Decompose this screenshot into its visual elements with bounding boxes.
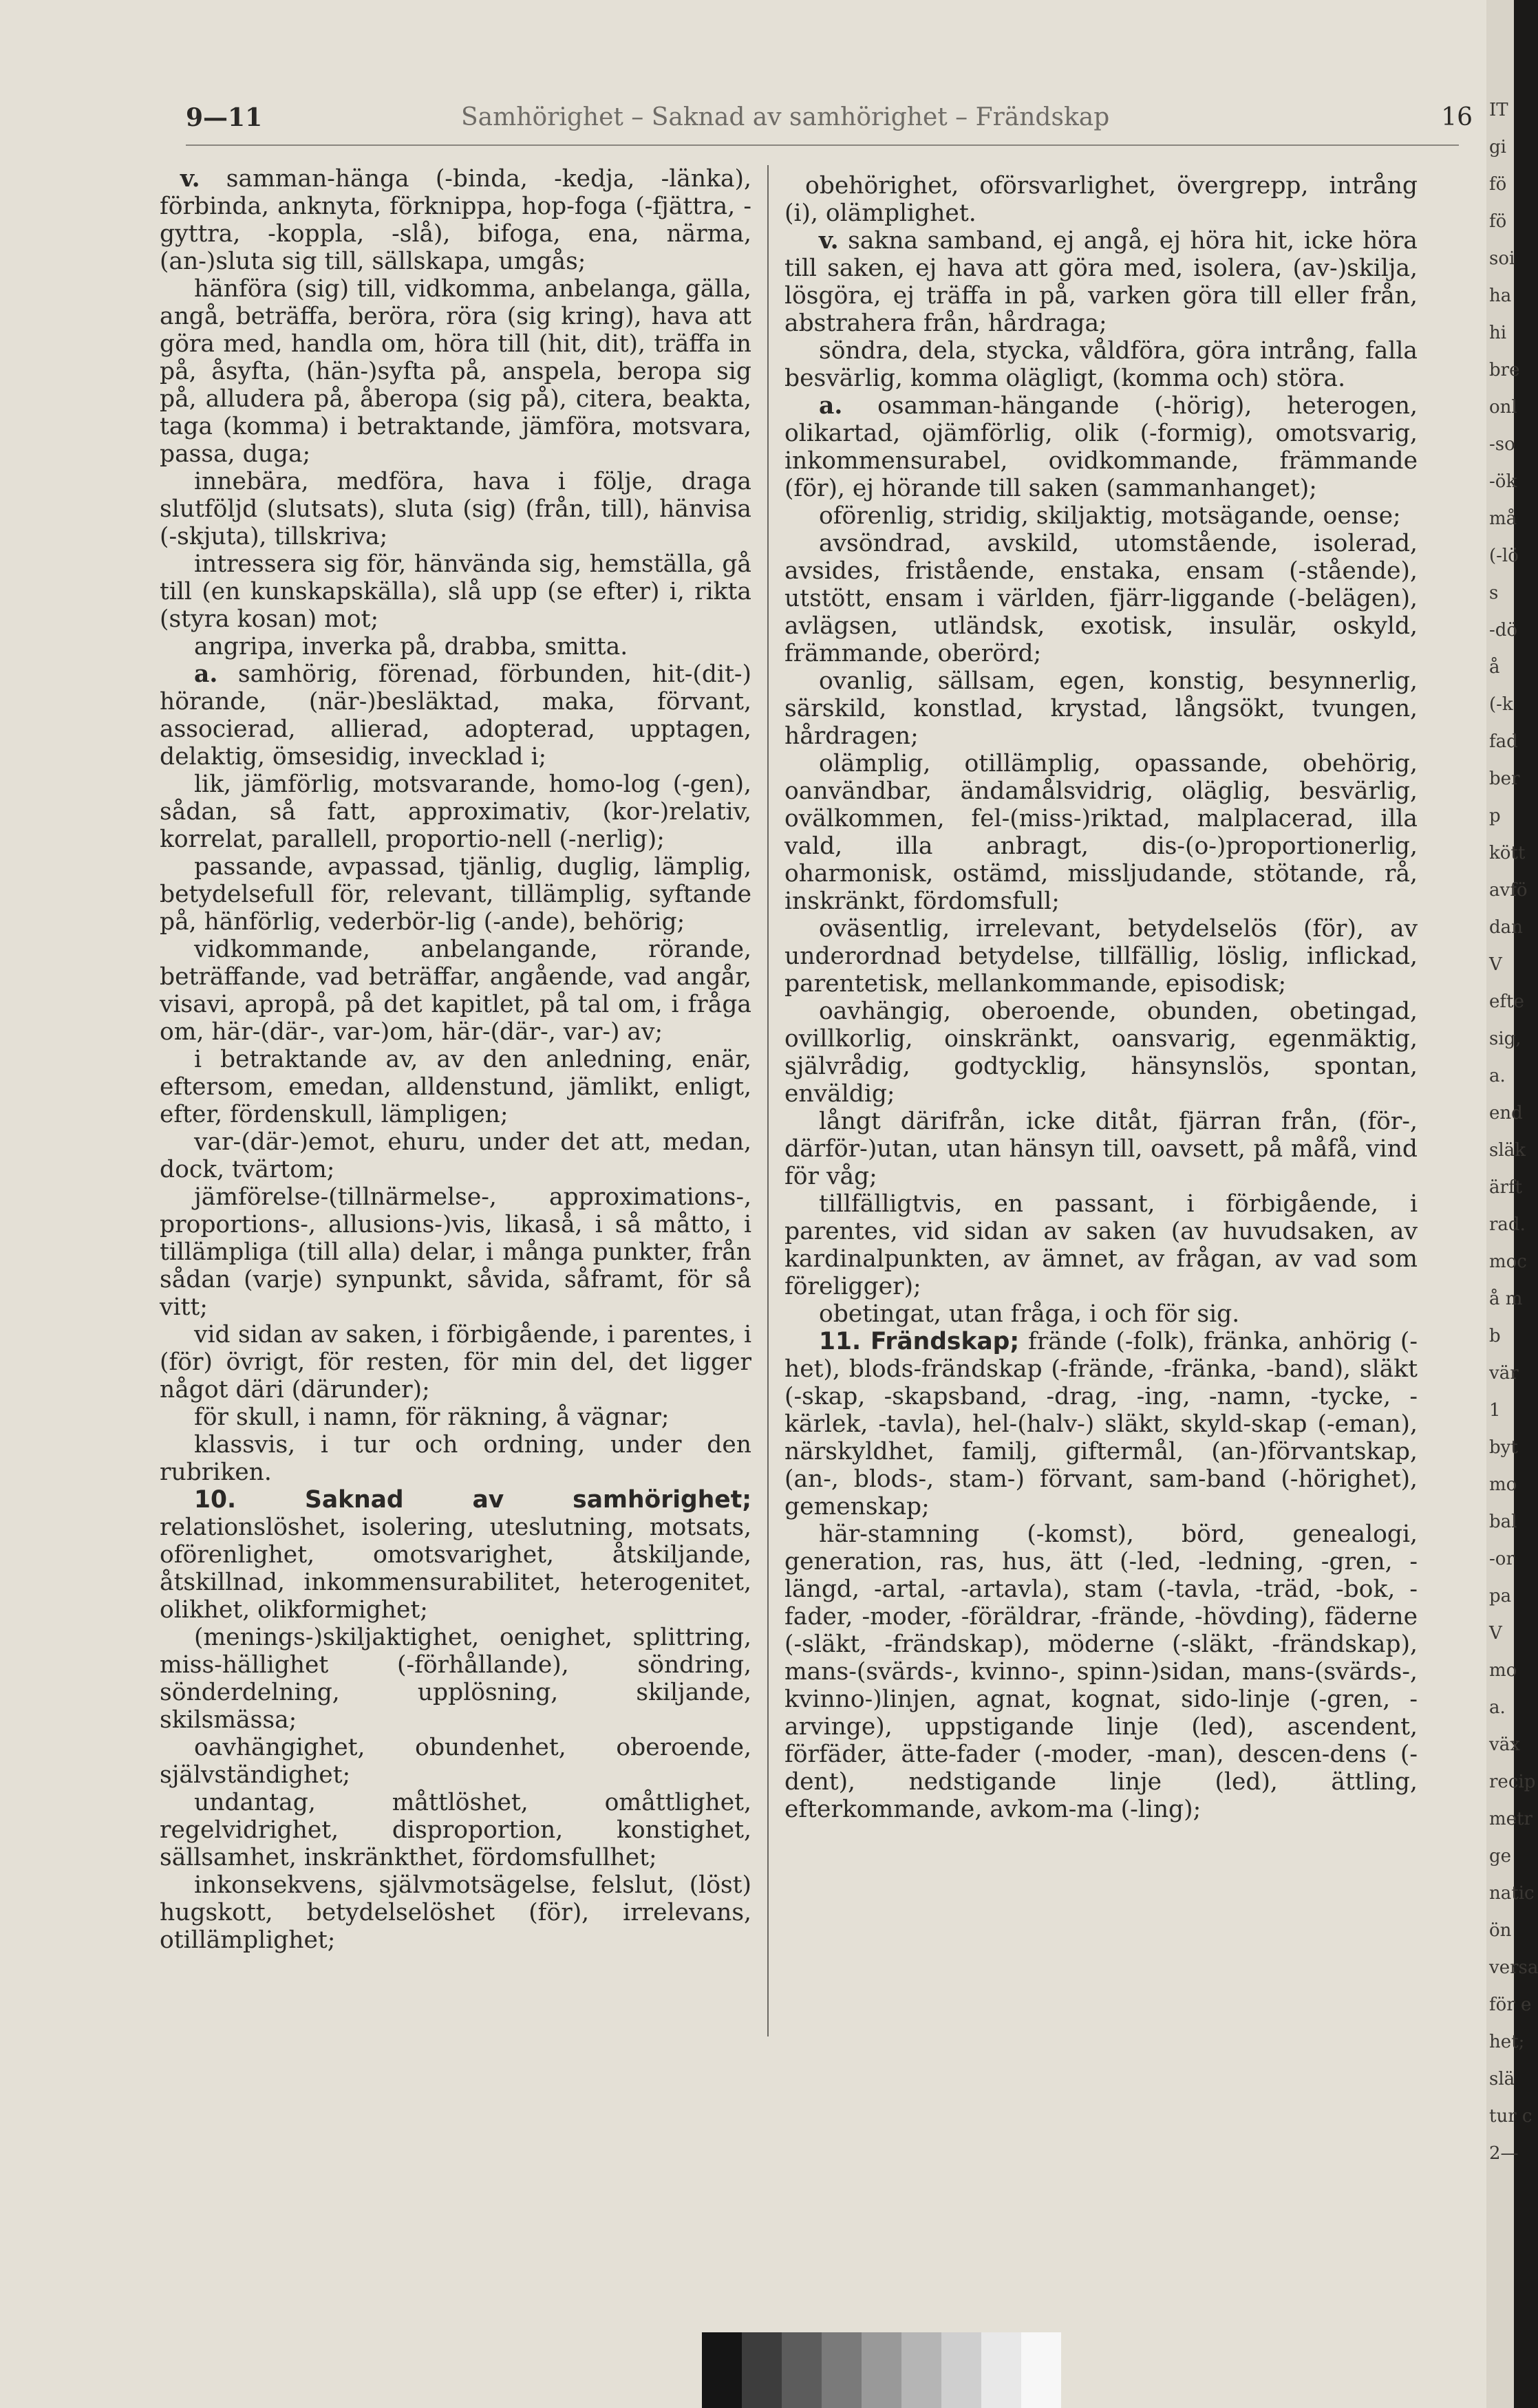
dictionary-paragraph: (menings-)skiljaktighet, oenighet, splittring, miss-hällighet (-förhållande), söndring, sönderdelning, upplösning, skiljande, skilsmässa;: [160, 1624, 751, 1734]
dictionary-paragraph: innebära, medföra, hava i följe, draga slutföljd (slutsats), sluta (sig) (från, till), hänvisa (-skjuta), tillskriva;: [160, 468, 751, 550]
edge-text-fragment: dan: [1489, 917, 1523, 938]
edge-text-fragment: ber: [1489, 768, 1520, 789]
edge-text-fragment: fö: [1489, 211, 1507, 232]
dictionary-paragraph: a. samhörig, förenad, förbunden, hit-(dit-) hörande, (när-)besläktad, maka, förvant, associerad, allierad, adopterad, upptagen, delaktig, ömsesidig, invecklad i;: [160, 660, 751, 771]
edge-text-fragment: s: [1489, 583, 1499, 603]
dictionary-paragraph: söndra, dela, stycka, våldföra, göra intrång, falla besvärlig, komma olägligt, (komma och) störa.: [784, 337, 1418, 392]
dictionary-paragraph: a. osamman-hängande (-hörig), heterogen, olikartad, ojämförlig, olik (-formig), omotsvarig, inkommensurabel, ovidkommande, främmande (för), ej hörande till saken (sammanhanget);: [784, 392, 1418, 502]
edge-text-fragment: onl: [1489, 397, 1517, 418]
edge-text-fragment: (-k: [1489, 694, 1513, 715]
edge-text-fragment: slä: [1489, 2069, 1515, 2089]
dictionary-paragraph: inkonsekvens, självmotsägelse, felslut, (löst) hugskott, betydelselöshet (för), irrelevans, otillämplighet;: [160, 1871, 751, 1954]
calibration-swatch: [901, 2332, 941, 2408]
edge-text-fragment: å m: [1489, 1289, 1523, 1309]
dictionary-paragraph: klassvis, i tur och ordning, under den rubriken.: [160, 1431, 751, 1486]
dictionary-paragraph: för skull, i namn, för räkning, å vägnar;: [194, 1404, 670, 1431]
edge-text-fragment: må: [1489, 508, 1517, 529]
edge-text-fragment: å: [1489, 657, 1500, 678]
edge-text-fragment: end: [1489, 1103, 1523, 1124]
adjacent-page-edge: [1486, 0, 1538, 2408]
running-title: Samhörighet – Saknad av samhörighet – Frändskap: [461, 103, 1110, 131]
calibration-strip: [702, 2332, 1061, 2408]
edge-text-fragment: bre: [1489, 360, 1520, 380]
edge-text-fragment: versa: [1489, 1957, 1538, 1978]
dictionary-paragraph: vidkommande, anbelangande, rörande, beträffande, vad beträffar, angående, vad angår, visavi, apropå, på det kapitlet, på tal om, i fråga om, här-(där-, var-)om, här-(där-, var-) av;: [160, 936, 751, 1046]
edge-text-fragment: p: [1489, 806, 1501, 826]
edge-text-fragment: byt: [1489, 1437, 1518, 1458]
edge-text-fragment: het;: [1489, 2032, 1525, 2052]
edge-text-fragment: för e: [1489, 1995, 1532, 2015]
edge-text-fragment: a.: [1489, 1066, 1506, 1086]
edge-text-fragment: recip: [1489, 1772, 1536, 1792]
dictionary-paragraph: långt därifrån, icke ditåt, fjärran från, (för-, därför-)utan, utan hänsyn till, oavsett, på måfå, vind för våg;: [784, 1108, 1418, 1190]
edge-text-fragment: 1: [1489, 1400, 1501, 1421]
part-of-speech-marker: a.: [194, 660, 218, 688]
edge-text-fragment: kött: [1489, 843, 1526, 863]
part-of-speech-marker: a.: [819, 392, 843, 420]
edge-text-fragment: hi: [1489, 323, 1507, 343]
edge-text-fragment: natic: [1489, 1883, 1535, 1904]
edge-text-fragment: V: [1489, 1623, 1502, 1644]
dictionary-paragraph: jämförelse-(tillnärmelse-, approximations-, proportions-, allusions-)vis, likaså, i så måtto, i tillämpliga (till alla) delar, i många punkter, från sådan (varje) synpunkt, såvida, såframt, för så vitt;: [160, 1183, 751, 1321]
calibration-swatch: [862, 2332, 901, 2408]
edge-text-fragment: metr: [1489, 1809, 1532, 1829]
edge-text-fragment: efte: [1489, 991, 1524, 1012]
header-rule: [186, 144, 1459, 146]
calibration-swatch: [702, 2332, 742, 2408]
edge-text-fragment: gi: [1489, 137, 1506, 158]
edge-text-fragment: fö: [1489, 174, 1507, 195]
dictionary-paragraph: obetingat, utan fråga, i och för sig.: [819, 1300, 1240, 1328]
section-heading: 10. Saknad av samhörighet;: [194, 1486, 751, 1514]
calibration-swatch: [742, 2332, 782, 2408]
part-of-speech-marker: v.: [819, 227, 839, 255]
dictionary-paragraph: passande, avpassad, tjänlig, duglig, lämplig, betydelsefull för, relevant, tillämplig, syftande på, hänförlig, vederbör-lig (-ande), behörig;: [160, 853, 751, 936]
calibration-swatch: [941, 2332, 981, 2408]
dictionary-paragraph: v. samman-hänga (-binda, -kedja, -länka), förbinda, anknyta, förknippa, hop-foga (-fjättra, -gyttra, -koppla, -slå), bifoga, ena, närma, (an-)sluta sig till, sällskapa, umgås;: [160, 165, 751, 275]
column-divider: [767, 165, 769, 2036]
dictionary-paragraph: avsöndrad, avskild, utomstående, isolerad, avsides, fristående, enstaka, ensam (-stående), utstött, ensam i världen, fjärr-liggande (-belägen), avlägsen, utländsk, exotisk, insulär, oskyld, främmande, oberörd;: [784, 530, 1418, 667]
dictionary-paragraph: v. sakna samband, ej angå, ej höra hit, icke höra till saken, ej hava att göra med, isolera, (av-)skilja, lösgöra, ej träffa in på, varken göra till eller från, abstrahera från, hårdraga;: [784, 227, 1418, 337]
edge-text-fragment: bal: [1489, 1512, 1517, 1532]
dictionary-paragraph: hänföra (sig) till, vidkomma, anbelanga, gälla, angå, beträffa, beröra, röra (sig kring), hava att göra med, handla om, höra till (hit, dit), träffa in på, åsyfta, (hän-)syfta på, anspela, beropa sig på, alludera på, åberopa (sig på), citera, beakta, taga (komma) i betraktande, jämföra, motsvara, passa, duga;: [160, 275, 751, 468]
dictionary-paragraph: obehörighet, oförsvarlighet, övergrepp, intrång (i), olämplighet.: [784, 172, 1418, 227]
dictionary-paragraph: lik, jämförlig, motsvarande, homo-log (-gen), sådan, så fatt, approximativ, (kor-)relativ, korrelat, parallell, proportio-nell (-nerlig);: [160, 771, 751, 853]
edge-text-fragment: V: [1489, 954, 1502, 975]
dictionary-paragraph: vid sidan av saken, i förbigående, i parentes, i (för) övrigt, för resten, för min del, det ligger något däri (därunder);: [160, 1321, 751, 1404]
edge-text-fragment: väx: [1489, 1734, 1520, 1755]
dictionary-paragraph: undantag, måttlöshet, omåttlighet, regelvidrighet, disproportion, konstighet, sällsamhet, inskränkthet, fördomsfullhet;: [160, 1789, 751, 1871]
dictionary-paragraph: ovanlig, sällsam, egen, konstig, besynnerlig, särskild, konstlad, krystad, långsökt, tvungen, hårdragen;: [784, 667, 1418, 750]
edge-text-fragment: ge: [1489, 1846, 1512, 1867]
right-column: [784, 172, 1418, 1823]
dictionary-paragraph: olämplig, otillämplig, opassande, obehörig, oanvändbar, ändamålsvidrig, oläglig, besvärlig, ovälkommen, fel-(miss-)riktad, malplacerad, illa vald, illa anbragt, dis-(o-)proportionerlig, oharmonisk, ostämd, missljudande, stötande, rå, inskränkt, fördomsfull;: [784, 750, 1418, 915]
edge-text-fragment: mo: [1489, 1660, 1517, 1681]
edge-text-fragment: -ök: [1489, 471, 1517, 492]
edge-text-fragment: -or: [1489, 1549, 1515, 1569]
edge-text-fragment: soi: [1489, 248, 1515, 269]
edge-text-fragment: släk: [1489, 1140, 1526, 1161]
dictionary-paragraph: var-(där-)emot, ehuru, under det att, medan, dock, tvärtom;: [160, 1128, 751, 1183]
dictionary-paragraph: oväsentlig, irrelevant, betydelselös (för), av underordnad betydelse, tillfällig, löslig, inflickad, parentetisk, mellankommande, episodisk;: [784, 915, 1418, 998]
dictionary-paragraph: oförenlig, stridig, skiljaktig, motsägande, oense;: [819, 502, 1401, 530]
edge-text-fragment: vär: [1489, 1363, 1519, 1384]
page-number: 16: [1441, 103, 1473, 131]
edge-text-fragment: sig,: [1489, 1029, 1521, 1049]
edge-text-fragment: mo: [1489, 1474, 1517, 1495]
dictionary-paragraph: intressera sig för, hänvända sig, hemställa, gå till (en kunskapskälla), slå upp (se efter) i, rikta (styra kosan) mot;: [160, 550, 751, 633]
edge-text-fragment: 2—: [1489, 2143, 1519, 2164]
edge-text-fragment: -so: [1489, 434, 1515, 455]
edge-text-fragment: moc: [1489, 1251, 1527, 1272]
edge-text-fragment: IT: [1489, 100, 1508, 120]
dictionary-paragraph: oavhängig, oberoende, obunden, obetingad, ovillkorlig, oinskränkt, oansvarig, egenmäktig, självrådig, godtycklig, hänsynslös, spontan, enväldig;: [784, 998, 1418, 1108]
part-of-speech-marker: v.: [180, 165, 200, 193]
dictionary-paragraph: 11. Frändskap; frände (-folk), fränka, anhörig (-het), blods-frändskap (-frände, -fränka, -band), släkt (-skap, -skapsband, -drag, -ing, -namn, -tycke, -kärlek, -tavla), hel-(halv-) släkt, skyld-skap (-eman), närskyldhet, familj, giftermål, (an-)förvantskap, (an-, blods-, stam-) förvant, sam-band (-hörighet), gemenskap;: [784, 1328, 1418, 1520]
left-column: [160, 165, 751, 1954]
section-range: 9—11: [186, 103, 263, 132]
dictionary-paragraph: 10. Saknad av samhörighet; relationslöshet, isolering, uteslutning, motsats, oförenlighet, omotsvarighet, åtskiljande, åtskillnad, inkommensurabilitet, heterogenitet, olikhet, olikformighet;: [160, 1486, 751, 1624]
edge-text-fragment: avfö: [1489, 880, 1528, 901]
edge-text-fragment: rad.: [1489, 1214, 1526, 1235]
calibration-swatch: [981, 2332, 1021, 2408]
edge-text-fragment: ha: [1489, 286, 1512, 306]
dictionary-paragraph: tillfälligtvis, en passant, i förbigående, i parentes, vid sidan av saken (av huvudsaken, av kardinalpunkten, av ämnet, av frågan, av vad som föreligger);: [784, 1190, 1418, 1300]
calibration-swatch: [782, 2332, 822, 2408]
edge-text-fragment: b: [1489, 1326, 1501, 1346]
calibration-swatch: [1021, 2332, 1061, 2408]
edge-text-fragment: a.: [1489, 1697, 1506, 1718]
dictionary-paragraph: oavhängighet, obundenhet, oberoende, självständighet;: [160, 1734, 751, 1789]
edge-text-fragment: -dö: [1489, 620, 1518, 641]
dictionary-paragraph: angripa, inverka på, drabba, smitta.: [194, 633, 628, 660]
section-heading: 11. Frändskap;: [819, 1328, 1020, 1355]
edge-text-fragment: tur c: [1489, 2106, 1532, 2127]
calibration-swatch: [822, 2332, 862, 2408]
edge-text-fragment: fad: [1489, 731, 1518, 752]
edge-text-fragment: (-lö: [1489, 546, 1519, 566]
edge-text-fragment: ön: [1489, 1920, 1512, 1941]
dictionary-paragraph: här-stamning (-komst), börd, genealogi, generation, ras, hus, ätt (-led, -ledning, -gren, -längd, -artal, -artavla), stam (-tavla, -träd, -bok, -fader, -moder, -föräldrar, -frände, -hövding), fäderne (-släkt, -frändskap), möderne (-släkt, -frändskap), mans-(svärds-, kvinno-, spinn-)sidan, mans-(svärds-, kvinno-)linjen, agnat, kognat, sido-linje (-gren, -arvinge), uppstigande linje (led), ascendent, förfäder, ätte-fader (-moder, -man), descen-dens (-dent), nedstigande linje (led), ättling, efterkommande, avkom-ma (-ling);: [784, 1520, 1418, 1823]
edge-text-fragment: ärft: [1489, 1177, 1523, 1198]
dictionary-paragraph: i betraktande av, av den anledning, enär, eftersom, emedan, alldenstund, jämlikt, enligt, efter, fördenskull, lämpligen;: [160, 1046, 751, 1128]
edge-text-fragment: pa: [1489, 1586, 1512, 1606]
